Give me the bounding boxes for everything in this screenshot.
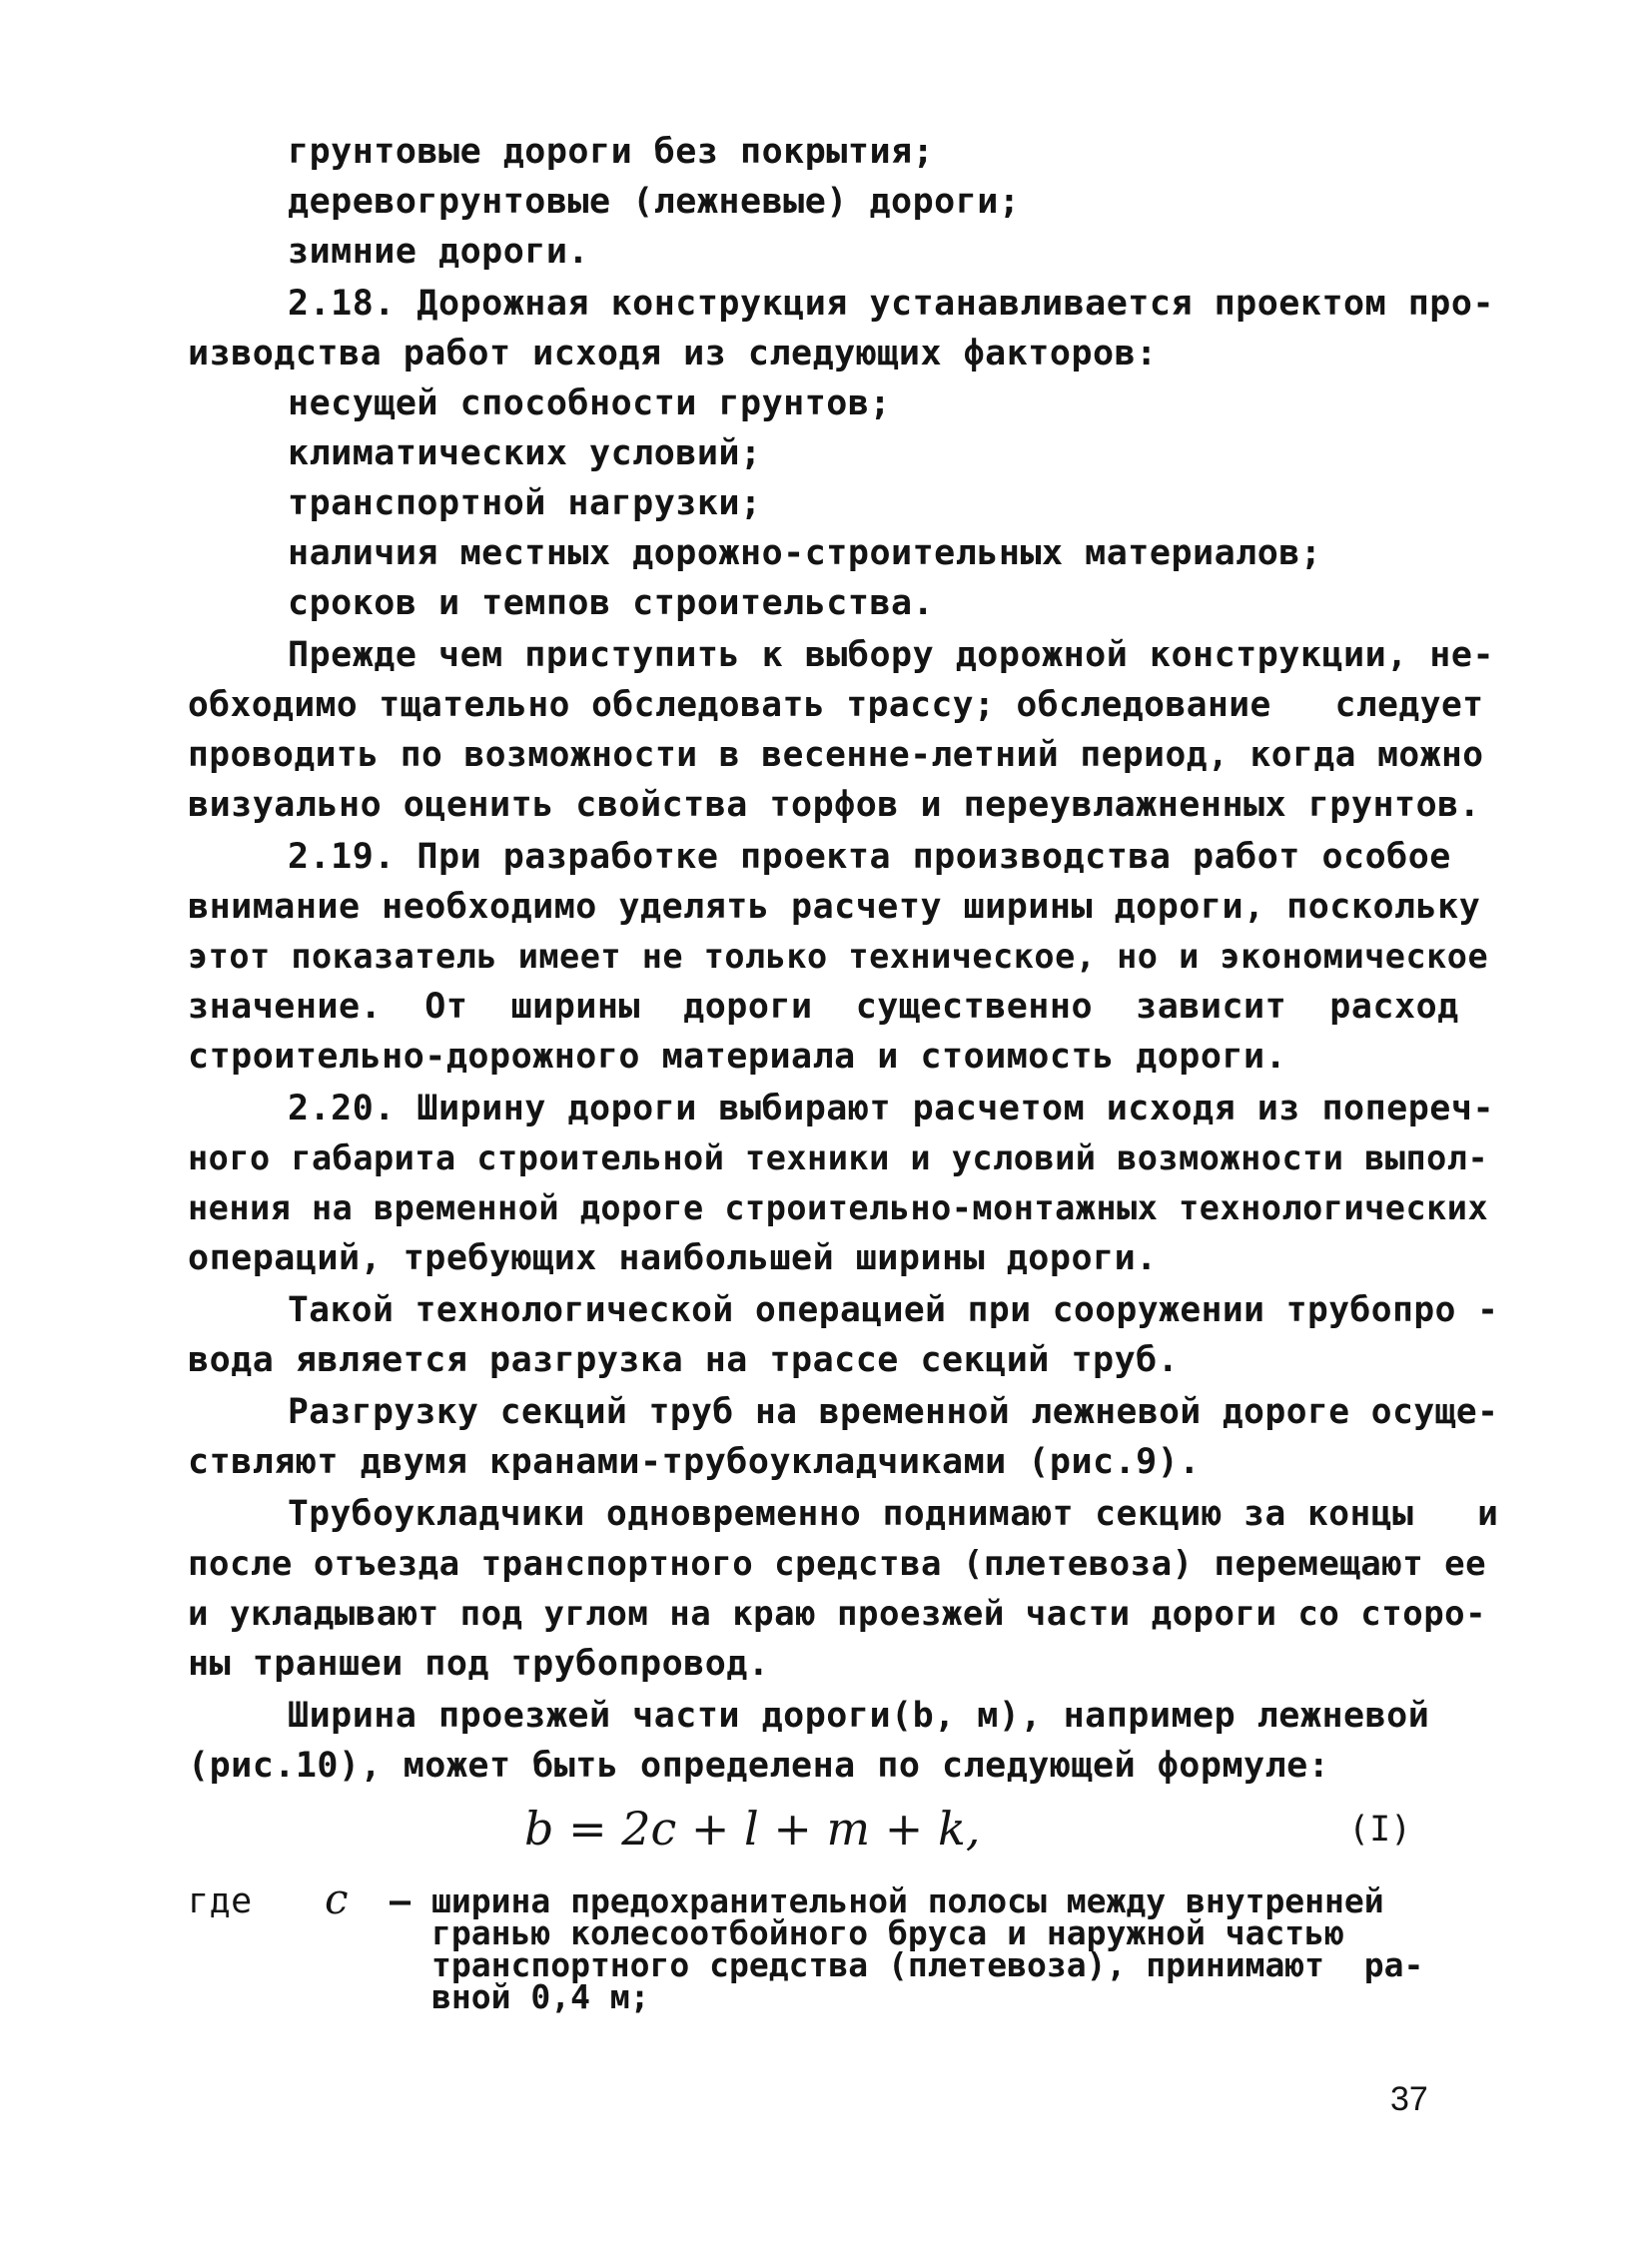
text-line: сроков и темпов строительства. [288, 583, 935, 623]
definition-line: гранью колесоотбойного бруса и наружной частью [431, 1913, 1344, 1952]
text-line: наличия местных дорожно-строительных материалов; [288, 533, 1322, 573]
paragraph-line: (рис.10), может быть определена по следующей формуле: [188, 1746, 1330, 1786]
paragraph-line: ны траншеи под трубопровод. [188, 1644, 770, 1684]
where-label: где [188, 1881, 253, 1921]
paragraph-line: 2.19. При разработке проекта производства работ особое [288, 837, 1451, 877]
paragraph-line: Трубоукладчики одновременно поднимают секцию за концы и [288, 1494, 1499, 1534]
paragraph-line: вода является разгрузка на трассе секций труб. [188, 1340, 1180, 1380]
formula: b = 2c + l + m + k, [524, 1802, 981, 1856]
page-number: 37 [1390, 2080, 1428, 2118]
text-line: транспортной нагрузки; [288, 483, 762, 523]
paragraph-line: нения на временной дороге строительно-монтажных технологических [188, 1188, 1489, 1227]
paragraph-line: ного габарита строительной техники и условий возможности выпол- [188, 1138, 1489, 1177]
paragraph-line: после отъезда транспортного средства (плетевоза) перемещают ее [188, 1544, 1487, 1584]
paragraph-line: и укладывают под углом на краю проезжей части дороги со сторо- [188, 1594, 1487, 1634]
paragraph-line: проводить по возможности в весенне-летний период, когда можно [188, 735, 1484, 775]
paragraph-line: этот показатель имеет не только техническое, но и экономическое [188, 937, 1489, 976]
paragraph-line: 2.18. Дорожная конструкция устанавливается проектом про- [288, 284, 1495, 324]
paragraph-line: обходимо тщательно обследовать трассу; обследование следует [188, 685, 1484, 725]
definition-dash: – [390, 1881, 412, 1921]
variable-symbol: c [325, 1874, 349, 1923]
paragraph-line: 2.20. Ширину дороги выбирают расчетом исходя из попереч- [288, 1089, 1495, 1128]
paragraph-line: Прежде чем приступить к выбору дорожной конструкции, не- [288, 635, 1495, 675]
paragraph-line: строительно-дорожного материала и стоимость дороги. [188, 1037, 1287, 1077]
paragraph-line: значение. От ширины дороги существенно зависит расход [188, 987, 1459, 1027]
paragraph-line: Разгрузку секций труб на временной лежневой дороге осуще- [288, 1392, 1499, 1432]
text-line: климатических условий; [288, 433, 762, 473]
text-line: несущей способности грунтов; [288, 383, 892, 423]
equation-number: (I) [1348, 1810, 1412, 1850]
text-line: зимние дороги. [288, 232, 590, 272]
paragraph-line: ствляют двумя кранами-трубоукладчиками (рис.9). [188, 1442, 1201, 1482]
text-line: грунтовые дороги без покрытия; [288, 132, 935, 172]
definition-line: вной 0,4 м; [431, 1977, 650, 2016]
text-line: деревогрунтовые (лежневые) дороги; [288, 182, 1021, 222]
paragraph-line: Ширина проезжей части дороги(b, м), например лежневой [288, 1696, 1430, 1736]
paragraph-line: внимание необходимо уделять расчету ширины дороги, поскольку [188, 887, 1481, 927]
paragraph-line: изводства работ исходя из следующих факторов: [188, 334, 1158, 374]
definition-line: транспортного средства (плетевоза), принимают ра- [431, 1945, 1424, 1984]
paragraph-line: Такой технологической операцией при сооружении трубопро - [288, 1290, 1499, 1330]
paragraph-line: операций, требующих наибольшей ширины дороги. [188, 1238, 1158, 1278]
definition-line: ширина предохранительной полосы между внутренней [431, 1881, 1384, 1920]
paragraph-line: визуально оценить свойства торфов и переувлажненных грунтов. [188, 785, 1481, 825]
